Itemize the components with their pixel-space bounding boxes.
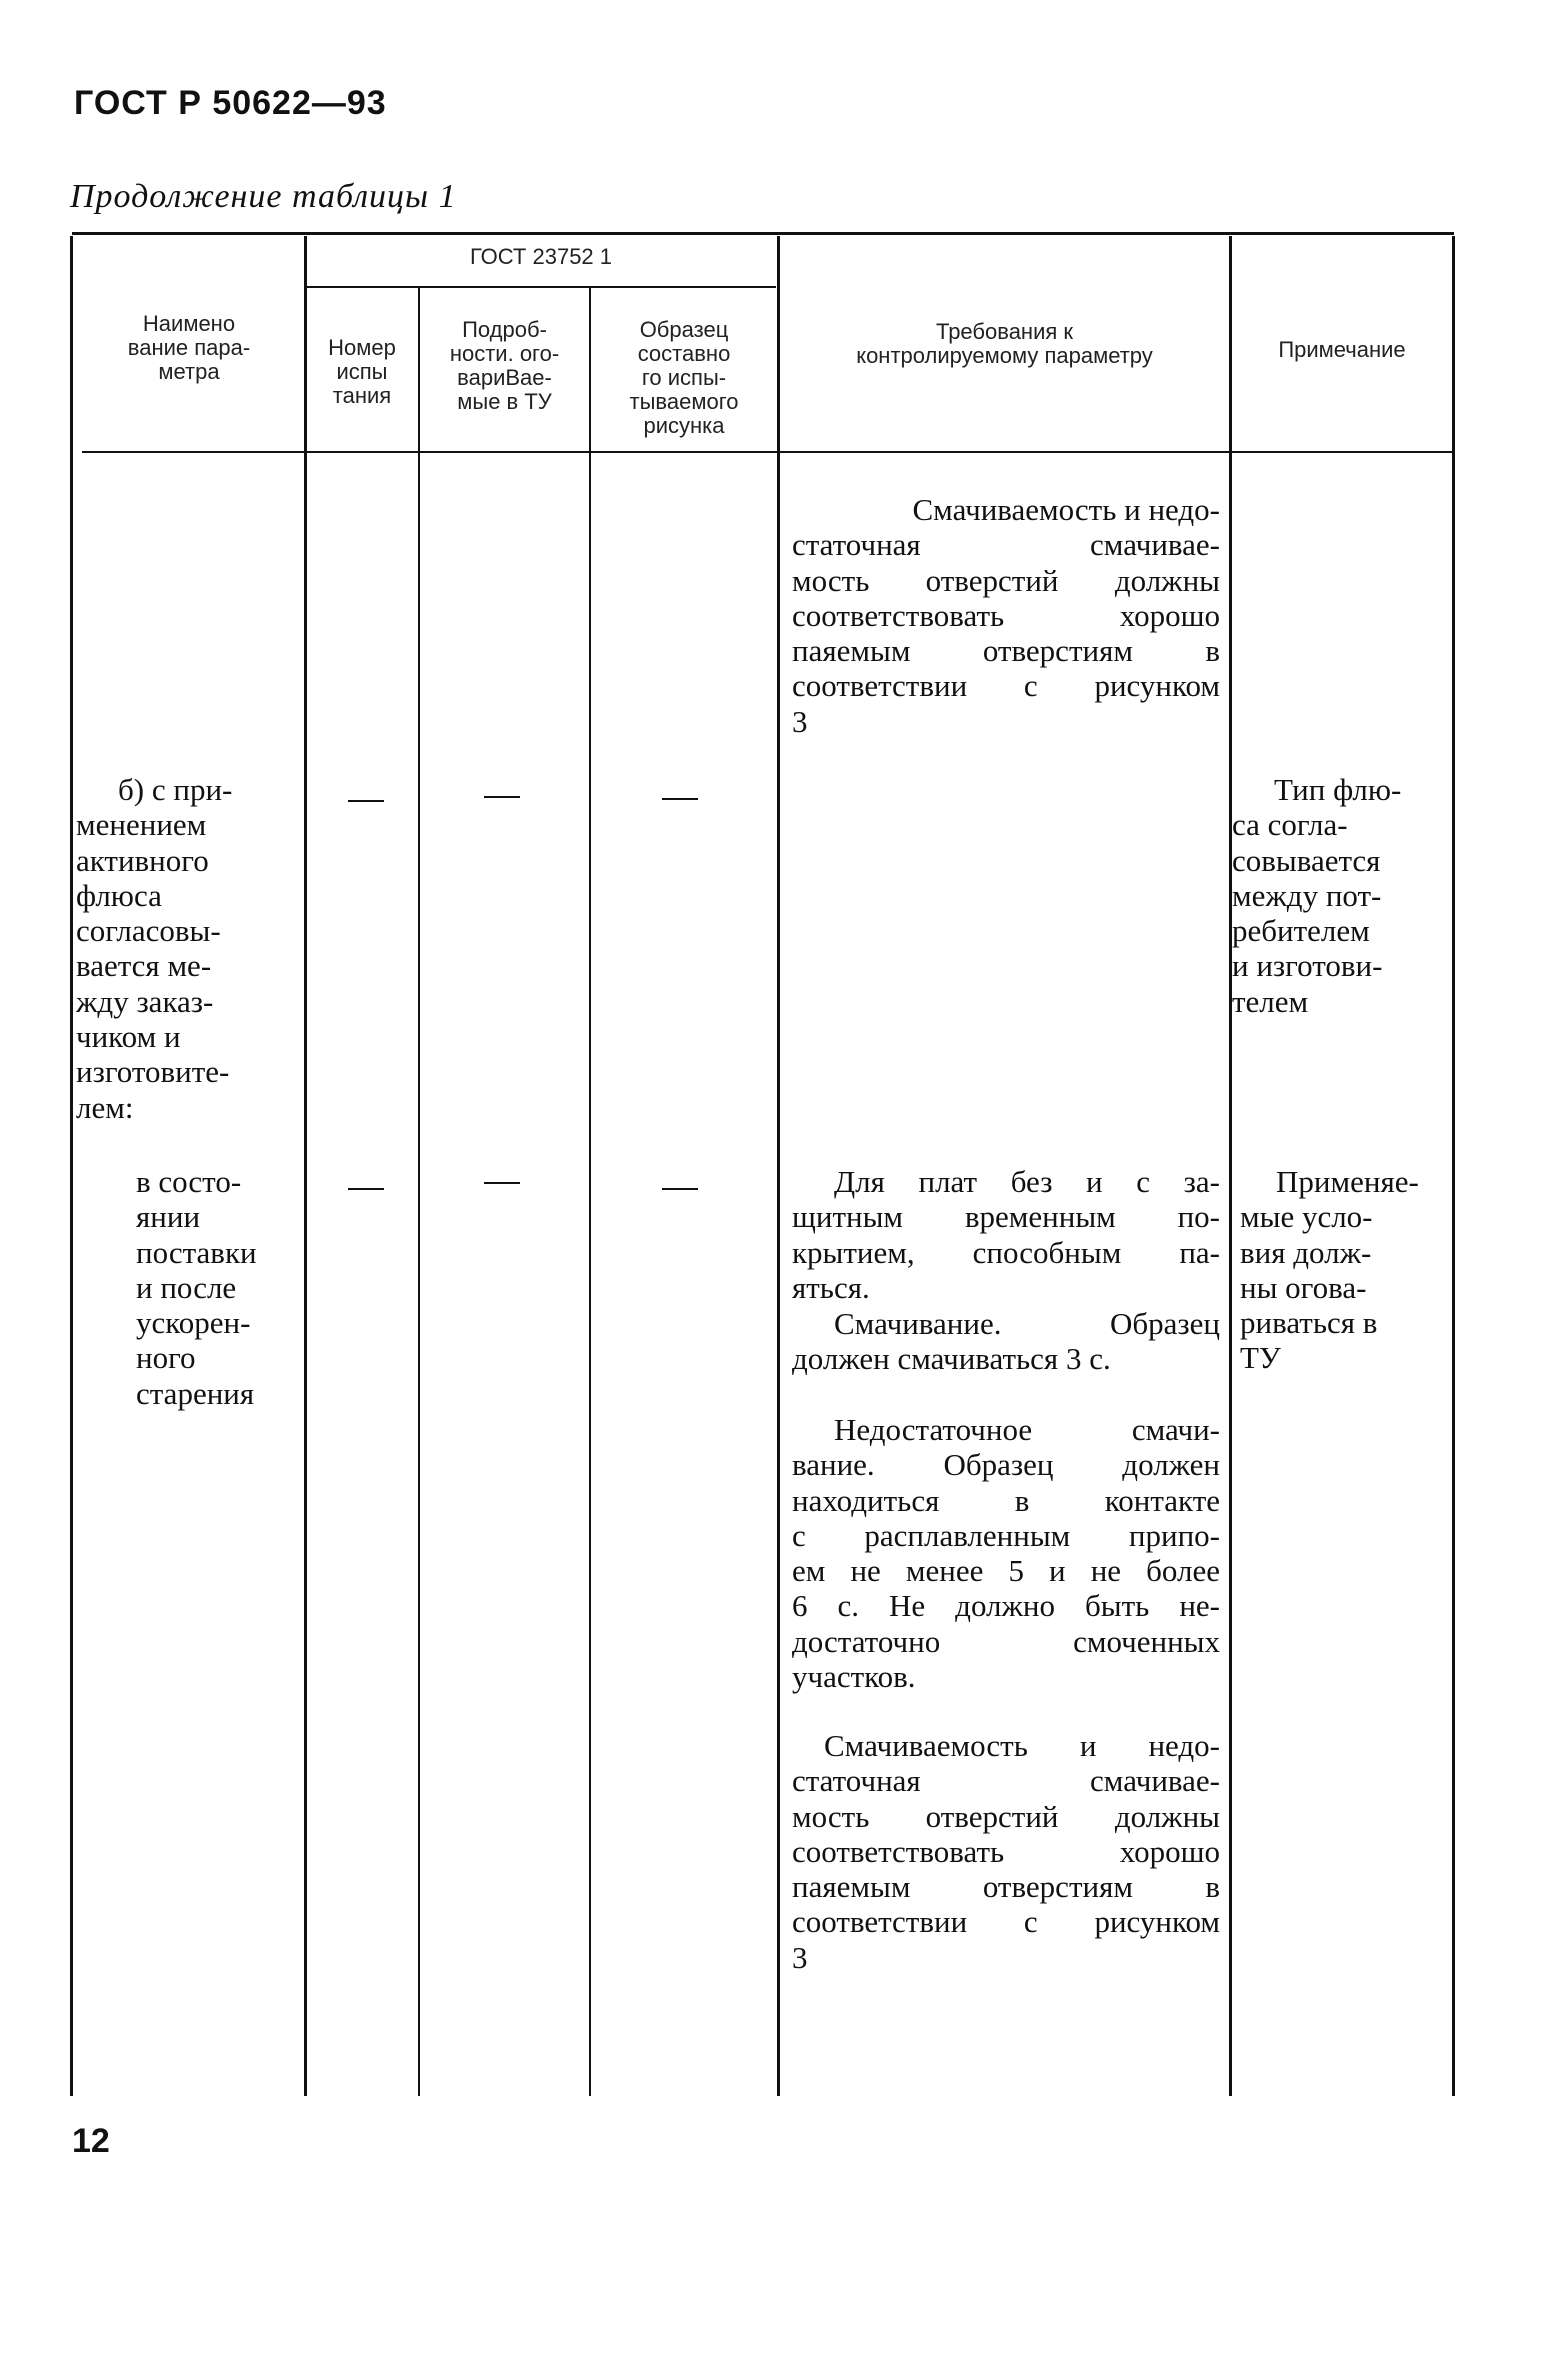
row2-note: Тип флю- са согла- совывается между пот- ребителем и изготови- телем [1232,772,1402,1019]
row3-requirements-p4: Смачиваемость и недо- статочная смачивае- мость отверстий должны соответствовать хорошо паяемым отверстиям в соответствии с рисунком 3 [792,1728,1220,1975]
page-number: 12 [72,2122,110,2160]
row2-details-dash [484,796,520,798]
row3-test-number-dash [348,1188,384,1190]
gost-group-rule [306,286,776,288]
header-sample: Образец составно го испы- тываемого рисунка [629,318,739,438]
header-test-number: Номер испы тания [328,335,396,408]
row3-note: Применяе- мые усло- вия долж- ны огова- риваться в ТУ [1240,1164,1419,1376]
col-line-4 [777,236,780,2096]
table-top-rule [72,232,1454,235]
row3-requirements-p1: Для плат без и с за- щитным временным по- крытием, способным па- яться. [792,1164,1220,1305]
col-line-5 [1229,236,1232,2096]
table-continuation-caption: Продолжение таблицы 1 [70,178,457,215]
header-parameter-name: Наимено вание пара- метра [127,311,251,384]
header-gost-group: ГОСТ 23752 1 [469,244,613,269]
row3-sample-dash [662,1188,698,1190]
header-requirements: Требования к контролируемому параметру [856,319,1153,368]
col-line-right [1452,236,1455,2096]
row3-details-dash [484,1182,520,1184]
header-details: Подроб- ности. ого- вариВае- мые в ТУ [449,317,560,414]
row3-requirements-p2: Смачивание. Образец должен смачиваться 3 с. [792,1306,1220,1377]
row3-requirements-p3: Недостаточное смачи- вание. Образец должен находиться в контакте с расплавленным припо- ем не менее 5 и не более 6 с. Не должно быть не- достаточно смоченных участков. [792,1412,1220,1695]
row2-test-number-dash [348,800,384,802]
col-line-3 [589,288,591,2096]
col-line-1 [304,236,307,2096]
document-code: ГОСТ Р 50622—93 [74,84,387,122]
col-line-2 [418,288,420,2096]
header-bottom-rule [82,451,1452,453]
row1-requirements: Смачиваемость и недо- статочная смачивае- мость отверстий должны соответствовать хорошо паяемым отверстиям в соответствии с рисунком 3 [792,492,1220,739]
row3-parameter: в состо- янии поставки и после ускорен- ного старения [136,1164,257,1411]
row2-parameter: б) с при- менением активного флюса согласовы- вается ме- жду заказ- чиком и изготовите- лем: [76,772,233,1125]
header-note: Примечание [1278,337,1406,362]
col-line-left [70,236,73,2096]
row2-sample-dash [662,798,698,800]
